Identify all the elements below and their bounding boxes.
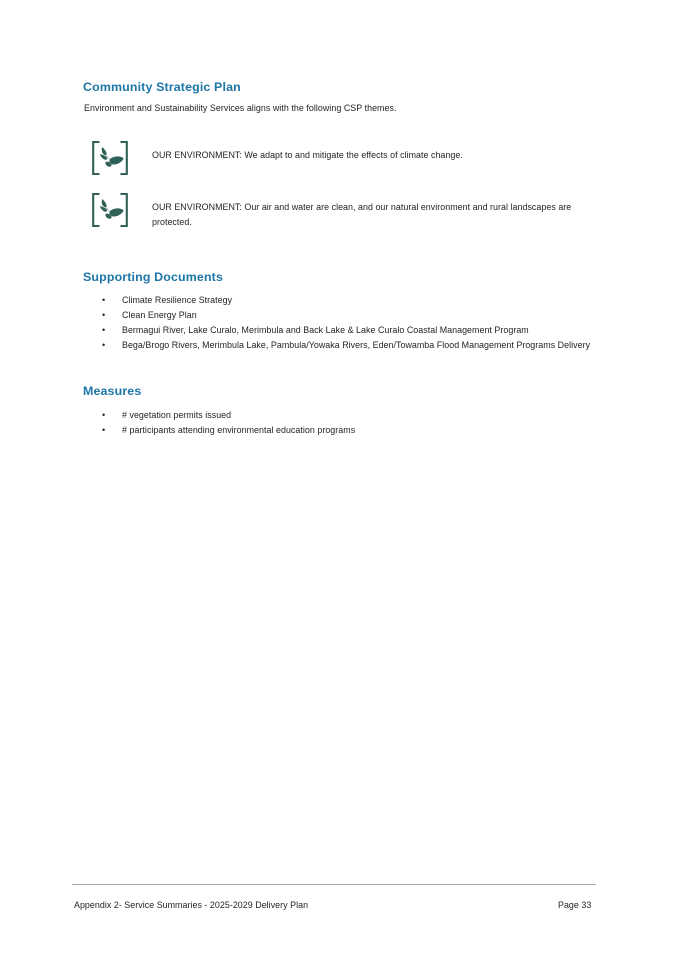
- csp-theme-text: OUR ENVIRONMENT: We adapt to and mitigate the effects of climate change.: [152, 150, 463, 160]
- csp-theme-text: OUR ENVIRONMENT: Our air and water are clean, and our natural environment and rural landscapes are protected.: [152, 202, 572, 227]
- list-item: [0, 424, 355, 437]
- csp-theme-row: [90, 139, 463, 177]
- list-item: [0, 409, 355, 422]
- list-item-label: Bega/Brogo Rivers, Merimbula Lake, Pambula/Yowaka Rivers, Eden/Towamba Flood Management Programs Delivery: [122, 340, 591, 350]
- leaf-sprig-icon: [90, 139, 130, 177]
- list-item: [0, 309, 590, 322]
- list-item-label: Climate Resilience Strategy: [122, 295, 233, 305]
- list-item: [0, 324, 590, 337]
- list-item: [0, 339, 590, 352]
- footer-document-title: Appendix 2- Service Summaries - 2025-2029 Delivery Plan: [74, 900, 309, 910]
- footer-divider: [72, 884, 596, 885]
- csp-theme-row: [90, 191, 584, 230]
- community-strategic-plan-intro: Environment and Sustainability Services aligns with the following CSP themes.: [84, 103, 397, 113]
- bullet-marker: •: [102, 340, 106, 350]
- bullet-marker: •: [102, 295, 106, 305]
- list-item-label: # participants attending environmental education programs: [122, 425, 356, 435]
- list-item-label: # vegetation permits issued: [122, 410, 232, 420]
- list-item: [0, 294, 590, 307]
- leaf-sprig-icon: [90, 191, 130, 229]
- section-heading-community-strategic-plan: Community Strategic Plan: [83, 80, 241, 94]
- section-heading-supporting-documents: Supporting Documents: [83, 270, 223, 284]
- bullet-marker: •: [102, 425, 106, 435]
- bullet-marker: •: [102, 410, 106, 420]
- bullet-marker: •: [102, 325, 106, 335]
- supporting-documents-list: [0, 294, 590, 354]
- bullet-marker: •: [102, 310, 106, 320]
- section-heading-measures: Measures: [83, 384, 142, 398]
- measures-list: [0, 409, 355, 439]
- list-item-label: Bermagui River, Lake Curalo, Merimbula and Back Lake & Lake Curalo Coastal Management Program: [122, 325, 529, 335]
- footer-page-number: Page 33: [558, 900, 592, 910]
- list-item-label: Clean Energy Plan: [122, 310, 197, 320]
